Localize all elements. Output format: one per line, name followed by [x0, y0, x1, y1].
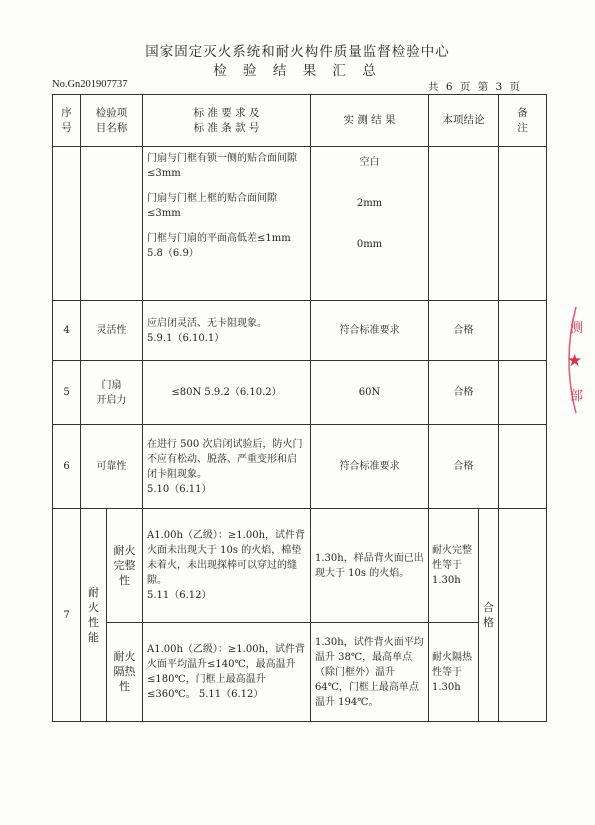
seq-cell: 6	[53, 425, 81, 509]
remark-cell	[499, 361, 547, 425]
table-row-fire-integrity	[53, 509, 547, 623]
item-cell	[81, 147, 143, 301]
header-remark-line: 备	[517, 106, 528, 119]
header-standard-line: 标 准 条 款 号	[193, 121, 260, 134]
seal-star-icon: ★	[567, 351, 583, 371]
header-seq	[53, 95, 81, 147]
item-line: 开启力	[96, 394, 127, 406]
seq-cell: 4	[53, 301, 81, 361]
table-row-gap-continued	[53, 147, 547, 301]
header-item-line: 目名称	[95, 121, 128, 134]
remark-cell	[499, 425, 547, 509]
standard-cell	[143, 509, 311, 623]
conclusion-cell: 合格	[429, 361, 499, 425]
conclusion-cell	[429, 147, 499, 301]
seal-char: 部	[570, 389, 584, 404]
item-cell: 可靠性	[81, 425, 143, 509]
conclusion-vertical-text: 合格	[483, 600, 494, 629]
header-standard	[143, 95, 311, 147]
subitem-cell	[107, 509, 143, 623]
seq-cell: 5	[53, 361, 81, 425]
seq-cell	[53, 147, 81, 301]
item-line: 门扇	[101, 379, 122, 391]
page-info: 共 6 页 第 3 页	[428, 81, 521, 93]
header-remark	[499, 95, 547, 147]
standard-cell	[143, 147, 311, 301]
result-cell: 1.30h，试件背火面平均温升 38℃，最高单点（除门框外）温升 64℃，门框上最高单点温升 194℃。	[311, 623, 429, 722]
conclusion-cell: 合格	[429, 425, 499, 509]
table-row-flexibility	[53, 301, 547, 361]
remark-cell	[499, 509, 547, 722]
table-row-opening-force	[53, 361, 547, 425]
clause-ref: 5.9.1（6.10.1）	[147, 332, 225, 344]
result-cell: 60N	[311, 361, 429, 425]
requirement-text: 门框与门扇的平面高低差≤1mm	[147, 233, 291, 244]
header-seq-line: 号	[61, 121, 72, 134]
table-row-fire-insulation	[53, 623, 547, 722]
header-item-line: 检验项	[95, 106, 128, 119]
report-number: No.Gn201907737	[52, 79, 128, 90]
result-cell: 符合标准要求	[311, 425, 429, 509]
table-row-reliability	[53, 425, 547, 509]
remark-cell	[499, 147, 547, 301]
report-title: 国家固定灭火系统和耐火构件质量监督检验中心	[145, 44, 450, 60]
result-text: 2mm	[356, 198, 383, 209]
report-subtitle: 检 验 结 果 汇 总	[213, 63, 382, 79]
result-cell: 1.30h，样品背火面已出现大于 10s 的火焰。	[311, 509, 429, 623]
header-seq-line: 序	[61, 106, 72, 119]
clause-ref: 5.11（6.12）	[147, 590, 212, 601]
subconclusion-cell: 耐火完整性等于 1.30h	[429, 509, 479, 623]
clause-ref: 5.10（6.11）	[147, 483, 212, 495]
standard-cell	[143, 425, 311, 509]
requirement-text: 门扇与门框有锁一侧的贴合面间隙≤3mm	[147, 153, 297, 179]
result-cell	[311, 147, 429, 301]
clause-ref: 5.8（6.9）	[147, 248, 199, 259]
requirement-text: 门扇与门框上框的贴合面间隙≤3mm	[147, 193, 277, 219]
subitem-text: 耐火完整性	[113, 543, 136, 587]
result-text: 0mm	[356, 239, 383, 250]
subconclusion-cell: 耐火隔热性等于 1.30h	[429, 623, 479, 722]
subitem-text: 耐火隔热性	[113, 650, 136, 693]
header-result: 实 测 结 果	[311, 95, 429, 147]
requirement-text: 应启闭灵活、无卡阻现象。	[147, 317, 267, 329]
remark-cell	[499, 301, 547, 361]
result-cell: 符合标准要求	[311, 301, 429, 361]
header-standard-line: 标 准 要 求 及	[193, 106, 260, 119]
table-header-row	[53, 95, 547, 147]
conclusion-cell	[479, 509, 499, 722]
requirement-text: 在进行 500 次启闭试验后，防火门不应有松动、脱落、严重变形和启闭卡阻现象。	[147, 438, 303, 480]
seal-stamp	[556, 305, 595, 415]
seal-char: 测	[570, 321, 584, 336]
subitem-cell	[107, 623, 143, 722]
header-remark-line: 注	[517, 121, 528, 134]
header-item	[81, 95, 143, 147]
results-table	[52, 94, 547, 722]
item-cell	[81, 361, 143, 425]
item-cell	[81, 509, 107, 722]
item-cell: 灵活性	[81, 301, 143, 361]
requirement-text: A1.00h（乙级）：≥1.00h，试件背火面未出现大于 10s 的火焰，棉垫未着火，未出现探棒可以穿过的缝隙。	[147, 530, 306, 586]
seq-cell: 7	[53, 509, 81, 722]
header-conclusion: 本项结论	[429, 95, 499, 147]
item-vertical-text: 耐火性能	[88, 585, 99, 644]
conclusion-cell: 合格	[429, 301, 499, 361]
standard-cell: A1.00h（乙级）：≥1.00h，试件背火面平均温升≤140℃，最高温升≤180℃，门框上最高温升≤360℃。 5.11（6.12）	[143, 623, 311, 722]
result-text: 空白	[359, 157, 380, 168]
standard-cell	[143, 301, 311, 361]
standard-cell: ≤80N 5.9.2（6.10.2）	[143, 361, 311, 425]
